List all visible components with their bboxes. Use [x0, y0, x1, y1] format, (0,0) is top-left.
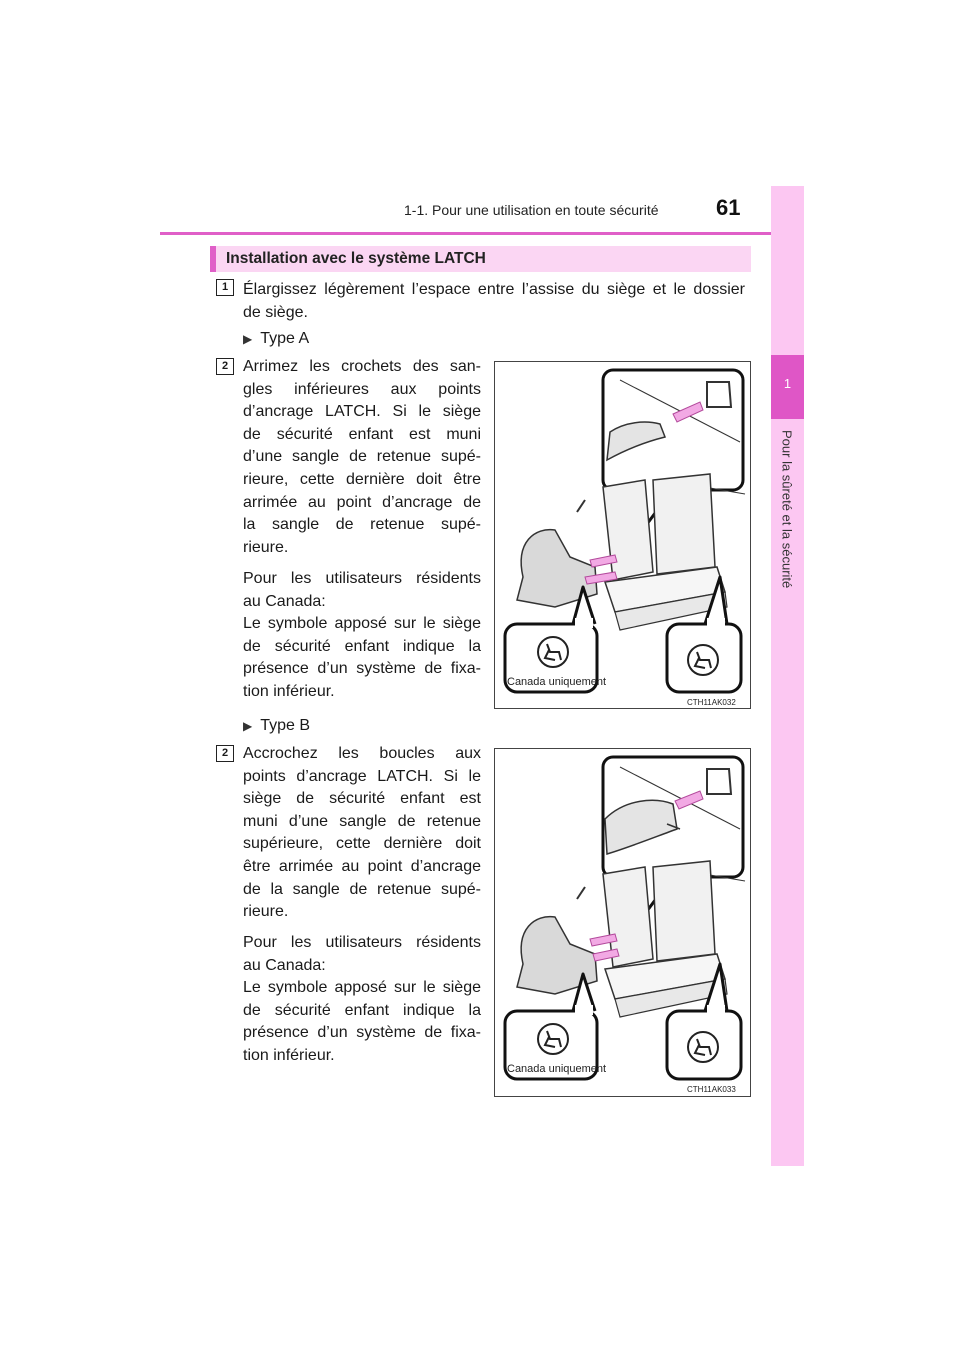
- step-badge-2b: 2: [216, 745, 234, 762]
- type-a-canada-line: tion inférieur.: [243, 682, 335, 700]
- type-a-line: de sécurité enfant est muni: [243, 425, 481, 443]
- figure-code-b: CTH11AK033: [687, 1085, 736, 1094]
- type-a-canada-line: de sécurité enfant indique la: [243, 637, 481, 655]
- type-b-line: Accrochez les boucles aux: [243, 745, 481, 762]
- type-b-line: supérieure, cette dernière doit: [243, 835, 481, 853]
- type-b-line: de la sangle de retenue supé-: [243, 880, 481, 898]
- step1-text: [243, 279, 745, 324]
- type-a-canada-line: présence d’un système de fixa-: [243, 660, 481, 678]
- page-number: 61: [716, 195, 741, 220]
- pointer-arrow-icon: ▶: [243, 719, 253, 733]
- seat-illustration-type-b: [495, 749, 750, 1096]
- type-b-canada-line: présence d’un système de fixa-: [243, 1024, 481, 1042]
- pointer-arrow-icon: ▶: [243, 332, 253, 346]
- seat-illustration-type-a: [495, 362, 750, 708]
- type-b-line: points d’ancrage LATCH. Si le: [243, 767, 481, 785]
- type-b-canada-line: Le symbole apposé sur le siège: [243, 979, 481, 997]
- type-b-label-text: Type B: [260, 717, 311, 734]
- type-b-label: [243, 717, 310, 735]
- step-badge-1: 1: [216, 279, 234, 296]
- canada-only-label-b: Canada uniquement: [507, 1063, 607, 1075]
- type-b-canada-text: [243, 932, 481, 1068]
- type-a-line: arrimée au point d’ancrage de: [243, 493, 481, 511]
- type-b-line: siège de sécurité enfant est: [243, 790, 481, 808]
- type-b-text: [243, 743, 481, 924]
- figure-code-a: CTH11AK032: [687, 698, 736, 707]
- figure-type-b: [494, 748, 751, 1097]
- type-a-line: rieure, cette dernière doit être: [243, 470, 481, 488]
- type-a-canada-line: au Canada:: [243, 592, 326, 610]
- type-a-canada-line: Pour les utilisateurs résidents: [243, 570, 481, 587]
- type-b-canada-line: tion inférieur.: [243, 1046, 335, 1064]
- canada-only-label-a: Canada uniquement: [507, 676, 607, 688]
- type-a-line: d’ancrage LATCH. Si le siège: [243, 403, 481, 421]
- running-header: 1-1. Pour une utilisation en toute sécurité: [404, 202, 659, 218]
- step-badge-2a: 2: [216, 358, 234, 375]
- chapter-number: 1: [783, 376, 792, 391]
- type-b-line: être arrimée au point d’ancrage: [243, 857, 481, 875]
- step1-line-2: de siège.: [243, 303, 308, 321]
- type-b-line: rieure.: [243, 903, 289, 921]
- type-a-line: rieure.: [243, 538, 289, 556]
- type-a-line: d’une sangle de retenue supé-: [243, 448, 481, 466]
- header-rule: [160, 232, 804, 235]
- type-a-canada-line: Le symbole apposé sur le siège: [243, 615, 481, 633]
- type-b-line: muni d’une sangle de retenue: [243, 812, 481, 830]
- type-a-label-text: Type A: [260, 330, 310, 347]
- type-a-line: la sangle de retenue supé-: [243, 516, 481, 534]
- type-a-line: Arrimez les crochets des san-: [243, 358, 481, 375]
- figure-type-a: [494, 361, 751, 709]
- type-a-line: gles inférieures aux points: [243, 380, 481, 398]
- type-b-canada-line: au Canada:: [243, 956, 326, 974]
- type-a-text: [243, 356, 481, 559]
- type-a-label: [243, 330, 309, 348]
- type-a-canada-text: [243, 568, 481, 704]
- step1-line-1: Élargissez légèrement l’espace entre l’assise du siège et le dossier: [243, 281, 745, 298]
- type-b-canada-line: Pour les utilisateurs résidents: [243, 934, 481, 951]
- chapter-label: Pour la sûreté et la sécurité: [779, 430, 795, 589]
- type-b-canada-line: de sécurité enfant indique la: [243, 1001, 481, 1019]
- section-title: Installation avec le système LATCH: [210, 246, 751, 272]
- chapter-side-tab: [771, 186, 804, 1166]
